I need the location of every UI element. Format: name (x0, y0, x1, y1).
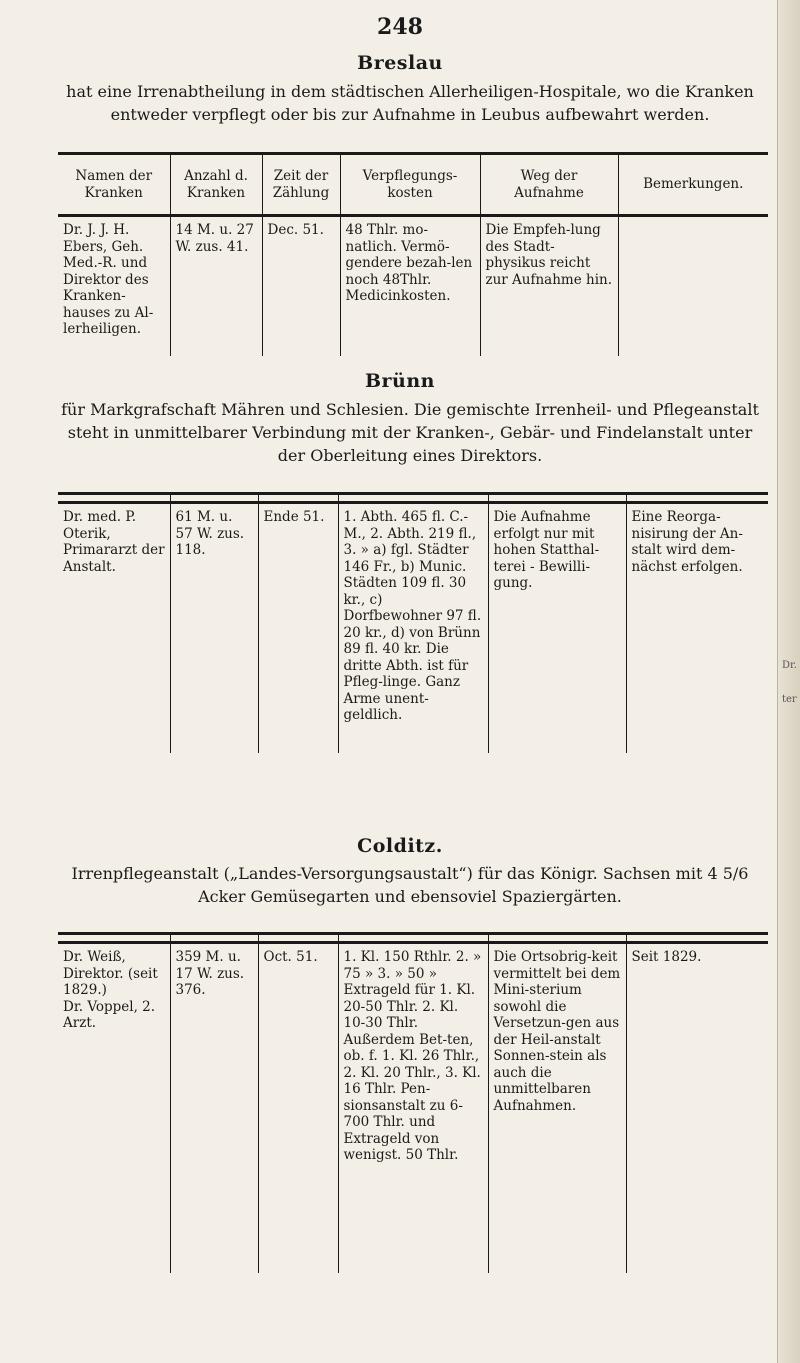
table-cell (58, 503, 170, 753)
table-cell (58, 216, 170, 356)
cell-text: Die Empfeh-lung des Stadt-physikus reicht zur Aufnahme hin. (485, 222, 613, 288)
table-cell (258, 943, 338, 1273)
section-heading-colditz: Colditz. (357, 835, 443, 857)
cell-text: 14 M. u. 27 W. zus. 41. (175, 222, 254, 255)
column-header: Zeit der Zählung (262, 154, 340, 216)
table-cell (170, 503, 258, 753)
table-cell (338, 943, 488, 1273)
column-header (488, 934, 626, 943)
table-cell (618, 216, 768, 356)
column-header: Anzahl d. Kranken (170, 154, 262, 216)
column-header (338, 494, 488, 503)
table-row (58, 503, 768, 753)
cell-text: Dr. med. P. Oterik, Primararzt der Anstalt. (63, 509, 165, 575)
cell-text: Ende 51. (263, 509, 325, 525)
section-text-colditz: Irrenpflegeanstalt („Landes-Versorgungsaustalt“) für das Königr. Sachsen mit 4 5/6 Acker Gemüsegarten und ebensoviel Spaziergärten. (71, 864, 749, 906)
column-header (626, 934, 768, 943)
page-number: 248 (377, 14, 423, 40)
column-header: Namen der Kranken (58, 154, 170, 216)
column-header (170, 934, 258, 943)
table-cell (480, 216, 618, 356)
edge-fragment: ter (782, 694, 797, 705)
table-cell (170, 943, 258, 1273)
register-table-colditz (58, 932, 768, 1273)
column-header (258, 934, 338, 943)
cell-text: Die Ortsobrig-keit vermittelt bei dem Mini-sterium sowohl die Versetzun-gen aus der Heil-anstalt Sonnen-stein als auch die unmittelbaren Aufnahmen. (493, 949, 621, 1114)
register-table-breslau (58, 152, 768, 356)
column-header (338, 934, 488, 943)
table-cell (262, 216, 340, 356)
page-edge (777, 0, 800, 1363)
cell-text: Die Aufnahme erfolgt nur mit hohen Statthal-terei - Bewilli-gung. (493, 509, 600, 591)
table-cell (626, 943, 768, 1273)
cell-text: Seit 1829. (631, 949, 702, 965)
table-cell (488, 503, 626, 753)
cell-text: Eine Reorga-nisirung der An-stalt wird dem-nächst erfolgen. (631, 509, 743, 575)
cell-text: 1. Kl. 150 Rthlr. 2. » 75 » 3. » 50 » Extrageld für 1. Kl. 20-50 Thlr. 2. Kl. 10-30 Thlr. Außerdem Bet-ten, ob. f. 1. Kl. 26 Thlr., 2. Kl. 20 Thlr., 3. Kl. 16 Thlr. Pen-sionsanstalt zu 6-700 Thlr. und Extrageld von wenigst. 50 Thlr. (343, 949, 482, 1163)
table-cell (170, 216, 262, 356)
register-table-bruenn (58, 492, 768, 753)
table-cell (58, 943, 170, 1273)
cell-text: Dec. 51. (267, 222, 324, 238)
cell-text: 48 Thlr. mo-natlich. Vermö-gendere bezah-len noch 48Thlr. Medicinkosten. (345, 222, 473, 304)
section-text-breslau: hat eine Irrenabtheilung in dem städtischen Allerheiligen-Hospitale, wo die Kranken entweder verpflegt oder bis zur Aufnahme in Leubus aufbewahrt werden. (66, 82, 754, 124)
column-header (626, 494, 768, 503)
cell-text: Oct. 51. (263, 949, 318, 965)
column-header (58, 494, 170, 503)
cell-text: Dr. Weiß, Direktor. (seit 1829.) Dr. Voppel, 2. Arzt. (63, 949, 158, 1031)
table-cell (340, 216, 480, 356)
column-header: Bemerkungen. (618, 154, 768, 216)
table-cell (488, 943, 626, 1273)
column-header (170, 494, 258, 503)
cell-text: 1. Abth. 465 fl. C.-M., 2. Abth. 219 fl., 3. » a) fgl. Städter 146 Fr., b) Munic. Städten 109 fl. 30 kr., c) Dorfbewohner 97 fl. 20 kr., d) von Brünn 89 fl. 40 kr. Die dritte Abth. ist für Pfleg-linge. Ganz Arme unent-geldlich. (343, 509, 482, 723)
column-header (488, 494, 626, 503)
section-heading-bruenn: Brünn (364, 370, 435, 392)
cell-text: 359 M. u. 17 W. zus. 376. (175, 949, 245, 998)
table-cell (338, 503, 488, 753)
table-row (58, 216, 768, 356)
table-row (58, 943, 768, 1273)
cell-text: 61 M. u. 57 W. zus. 118. (175, 509, 245, 558)
section-heading-breslau: Breslau (357, 52, 443, 74)
section-text-bruenn: für Markgrafschaft Mähren und Schlesien. Die gemischte Irrenheil- und Pflegeanstalt steht in unmittelbarer Verbindung mit der Kranken-, Gebär- und Findelanstalt unter der Oberleitung eines Direktors. (61, 400, 759, 465)
cell-text: Dr. J. J. H. Ebers, Geh. Med.-R. und Direktor des Kranken-hauses zu Al-lerheiligen. (63, 222, 154, 337)
column-header (58, 934, 170, 943)
edge-fragment: Dr. (782, 660, 797, 671)
table-cell (258, 503, 338, 753)
column-header (258, 494, 338, 503)
table-cell (626, 503, 768, 753)
column-header: Verpflegungs-kosten (340, 154, 480, 216)
column-header: Weg der Aufnahme (480, 154, 618, 216)
